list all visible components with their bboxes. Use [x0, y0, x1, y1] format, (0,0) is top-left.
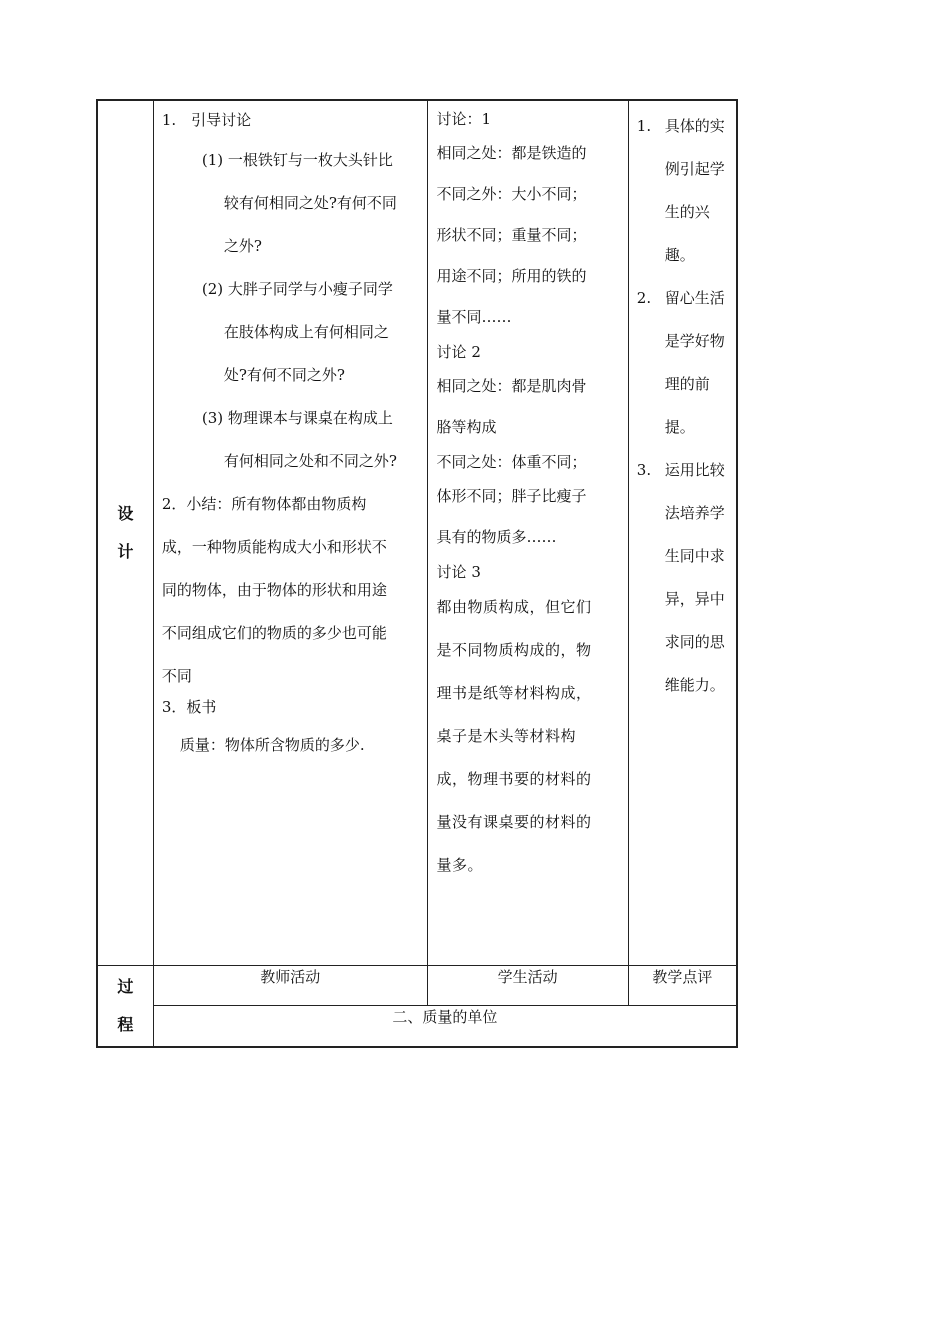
comment-item	[637, 105, 728, 277]
discussion-3-title: 讨论 3	[436, 563, 481, 581]
comment-number: 3.	[636, 461, 652, 479]
side-char: 计	[117, 542, 134, 561]
design-row	[97, 100, 737, 966]
lesson-plan-table	[96, 99, 738, 1048]
discussion-1-title: 讨论：1	[436, 110, 492, 128]
comment-text: 具体的实例引起学生的兴趣。	[664, 117, 725, 264]
board-content: 质量：物体所含物质的多少.	[179, 736, 365, 754]
heading-guided-discussion: 1. 引导讨论	[161, 111, 252, 129]
question-1: (1) 一根铁钉与一枚大头针比 较有何相同之处?有何不同 之外?	[201, 151, 397, 255]
student-activity-cell	[427, 100, 628, 966]
comment-text: 运用比较法培养学生同中求异，异中求同的思维能力。	[664, 461, 725, 694]
heading-board: 3．板书	[161, 698, 217, 716]
side-char: 程	[117, 1015, 134, 1034]
header-student-activity: 学生活动	[427, 966, 628, 1006]
comment-item	[637, 277, 728, 449]
comment-number: 1.	[636, 117, 652, 135]
discussion-2-body-cont: 不同之处：体重不同；	[436, 453, 587, 471]
section-title: 二、质量的单位	[153, 1006, 737, 1048]
comment-number: 2.	[636, 289, 652, 307]
process-header-row	[97, 966, 737, 1006]
teaching-comment-cell	[628, 100, 737, 966]
section-row	[97, 1006, 737, 1048]
header-teacher-activity: 教师活动	[153, 966, 427, 1006]
discussion-2-body-cont2: 体形不同；胖子比瘦子 具有的物质多……	[436, 487, 587, 546]
process-side-label	[97, 966, 153, 1048]
question-3: (3) 物理课本与课桌在构成上 有何相同之处和不同之外?	[201, 409, 397, 470]
discussion-2-body: 相同之处：都是肌肉骨 胳等构成	[436, 377, 587, 436]
question-2: (2) 大胖子同学与小瘦子同学 在肢体构成上有何相同之 处?有何不同之外?	[201, 280, 393, 384]
design-side-label	[97, 100, 153, 966]
discussion-1-body: 相同之处：都是铁造的 不同之外：大小不同； 形状不同；重量不同； 用途不同；所用的铁的 量不同……	[436, 144, 587, 326]
header-teaching-comment: 教学点评	[628, 966, 737, 1006]
side-char: 过	[117, 977, 134, 996]
summary: 2．小结：所有物体都由物质构 成，一种物质能构成大小和形状不 同的物体，由于物体的形状和用途 不同组成它们的物质的多少也可能 不同	[161, 495, 387, 685]
comment-item	[637, 449, 728, 707]
comment-text: 留心生活是学好物理的前提。	[664, 289, 725, 436]
discussion-3-body: 都由物质构成，但它们 是不同物质构成的，物 理书是纸等材料构成， 桌子是木头等材料构 成，物理书要的材料的 量没有课桌要的材料的 量多。	[436, 598, 592, 874]
side-char: 设	[117, 504, 134, 523]
discussion-2-title: 讨论 2	[436, 343, 481, 361]
teacher-activity-cell	[153, 100, 427, 966]
